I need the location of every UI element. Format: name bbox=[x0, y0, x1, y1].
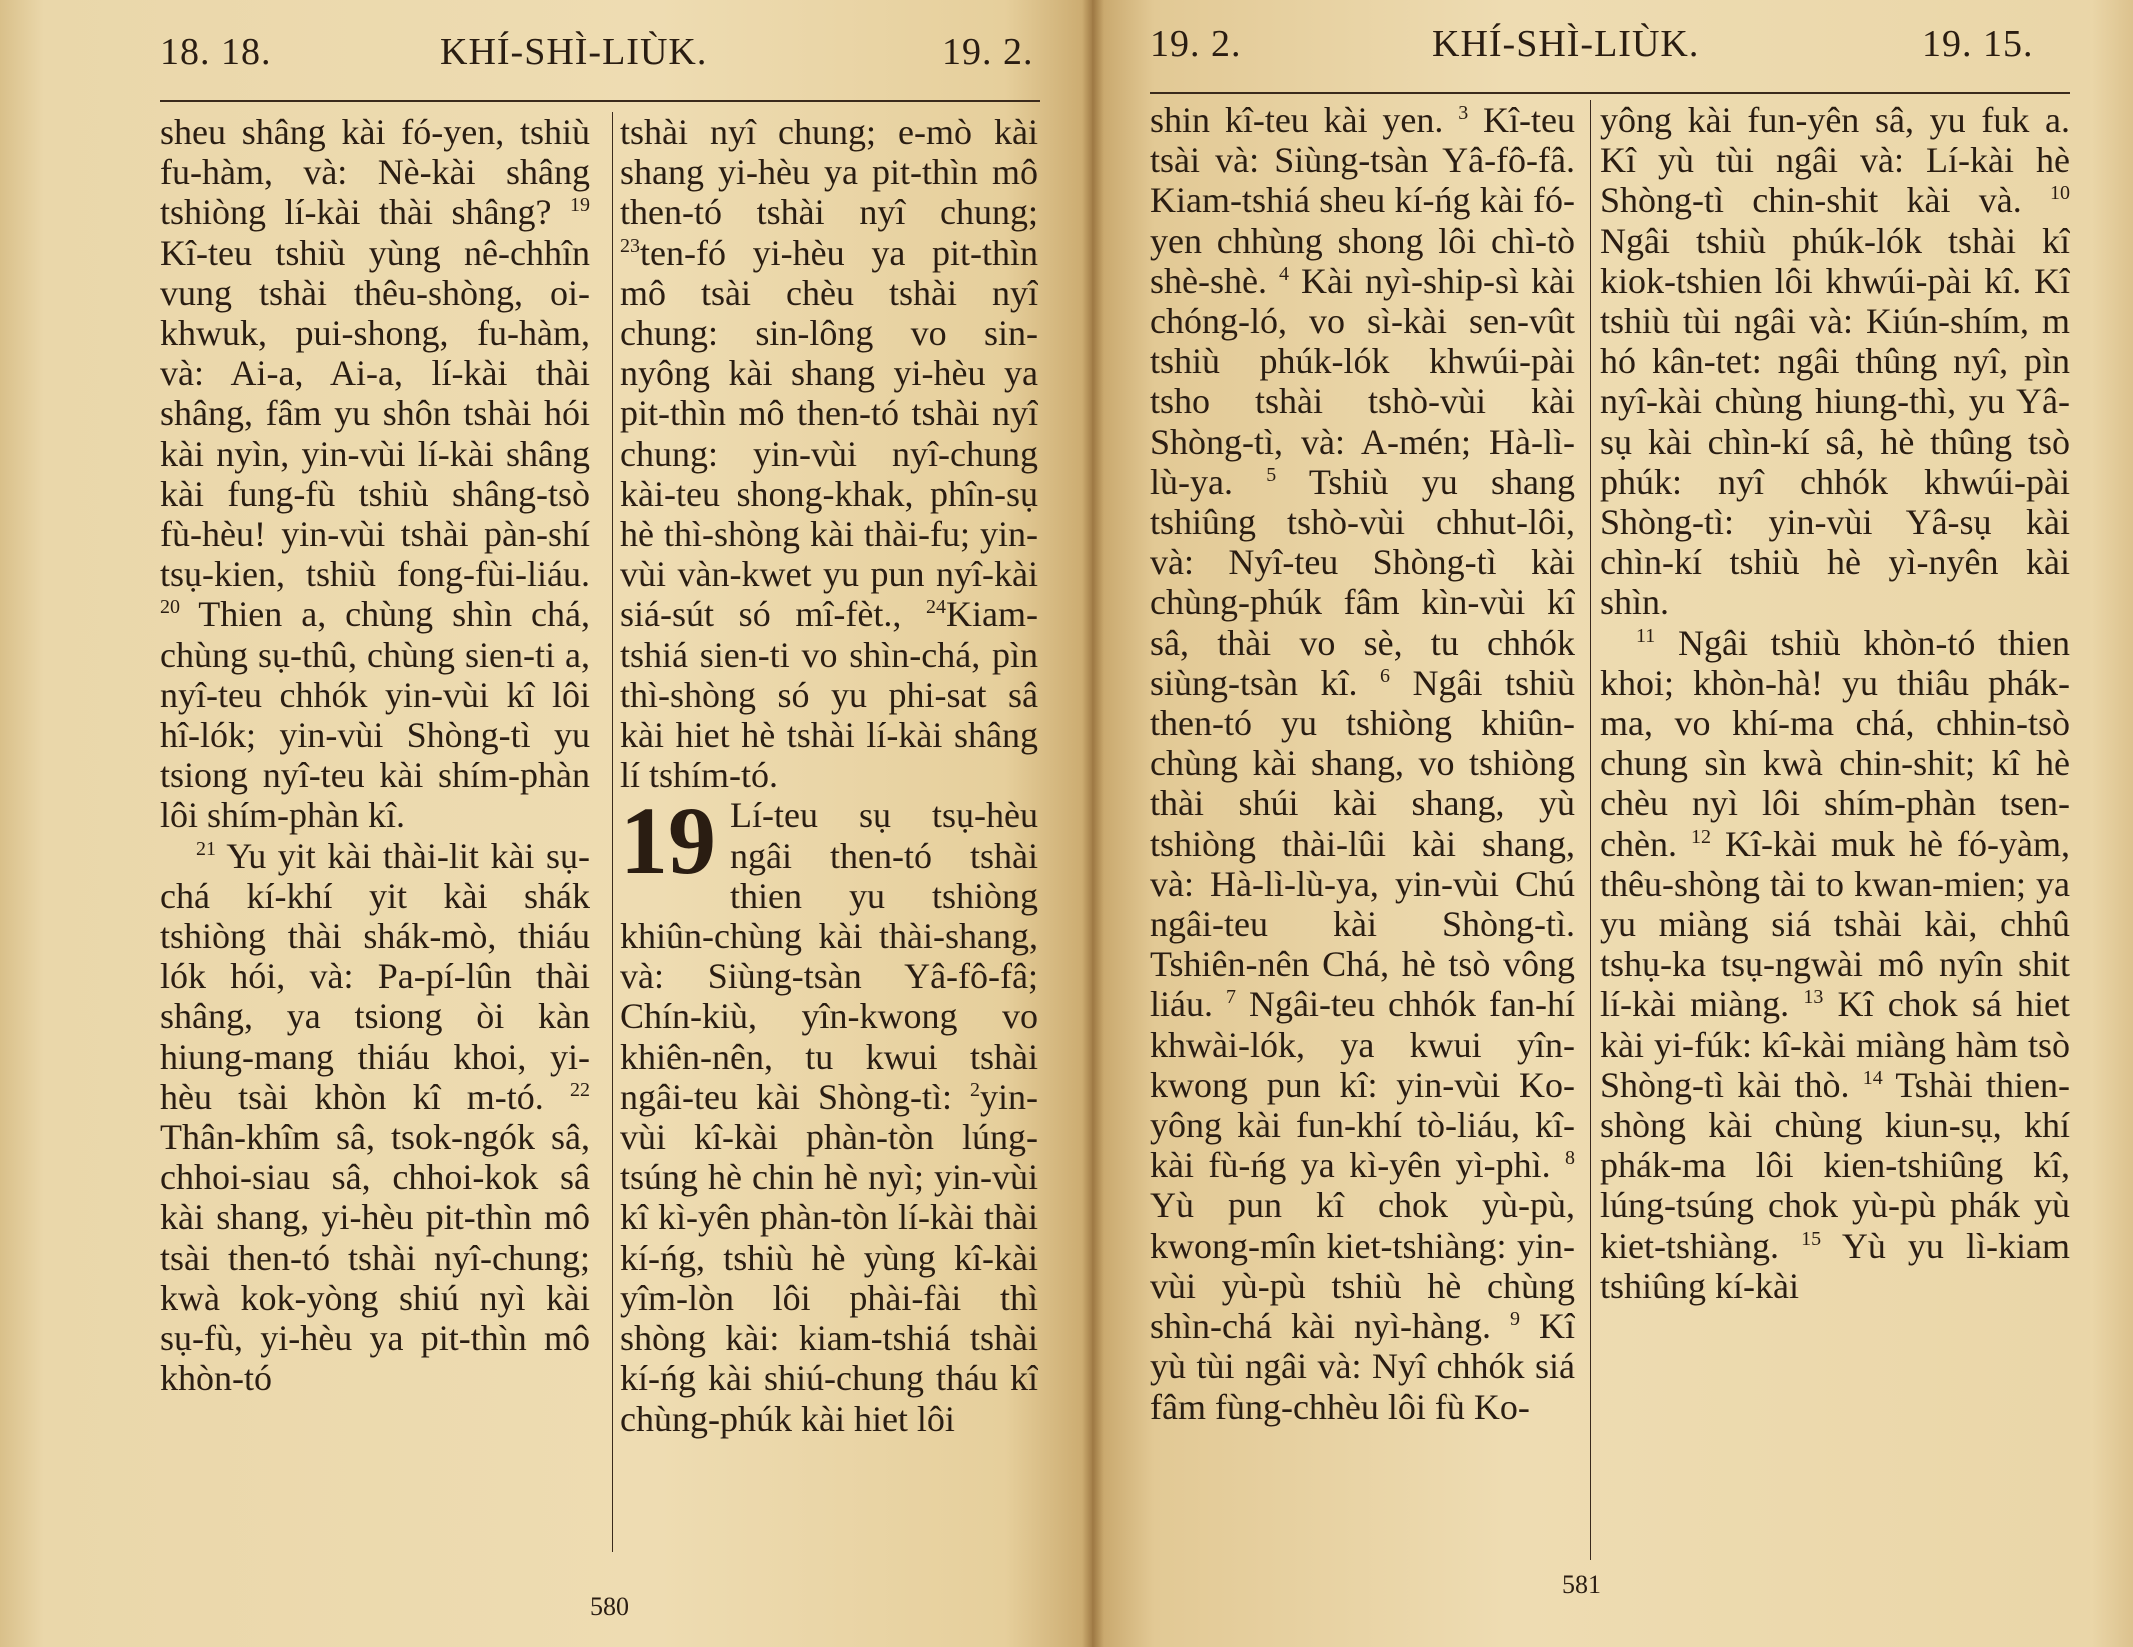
chapter-number: 19 bbox=[620, 787, 716, 895]
verse-text: $^{11}$ Ngâi tshiù khòn-tó thien khoi; khòn-hà! yu thiâu phák-ma, vo khí-ma chá, chhin-tsò chung sìn kwà chin-shit; kî hè chèu nyì lôi shím-phàn tsen-chèn. $^{12}$ Kî-kài muk hè fó-yàm, thêu-shòng tài to kwan-mien; ya yu miàng siá tshài kài, chhû tshụ-ka tsụ-ngwài mô nyîn shit lí-kài miàng. $^{13}$ Kî chok sá hiet kài yi-fúk: kî-kài miàng hàm tsò Shòng-tì kài thò. $^{14}$ Tshài thien-shòng kài chùng kiun-sụ, khí phák-ma lôi kien-tshiûng kî, lúng-tsúng chok yù-pù phák yù kiet-tshiàng. $^{15}$ Yù yu lì-kiam tshiûng kí-kài bbox=[1600, 622, 2070, 1306]
verse-text: sheu shâng kài fó-yen, tshiù fu-hàm, và: Nè-kài shâng tshiòng lí-kài thài shâng? $^{19}$ Kî-teu tshiù yùng nê-chhîn vung tshài thêu-shòng, oi-khwuk, pui-shong, fu-hàm, và: Ai-a, Ai-a, lí-kài thài shâng, fâm yu shôn tshài hói kài nyìn, yin-vùi lí-kài shâng kài fung-fù tshiù shâng-tsò fù-hèu! yin-vùi tshài pàn-shí tsụ-kien, tshiù fong-fùi-liáu. $^{20}$ Thien a, chùng shìn chá, chùng sụ-thû, chùng sien-ti a, nyî-teu chhók yin-vùi kî lôi hî-lók; yin-vùi Shòng-tì yu tsiong nyî-teu kài shím-phàn lôi shím-phàn kî. bbox=[160, 112, 590, 836]
right-head-rule bbox=[1150, 92, 2070, 94]
left-page-number: 580 bbox=[590, 1592, 629, 1621]
right-column-2 bbox=[1600, 100, 2070, 1540]
verse-text: $^{21}$ Yu yit kài thài-lit kài sụ-chá kí-khí yit kài shák tshiòng thài shák-mò, thiáu lók hói, và: Pa-pí-lûn thài shâng, ya tsiong òi kàn hiung-mang thiáu khoi, yi-hèu tsài khòn kî m-tó. $^{22}$ Thân-khîm sâ, tsok-ngók sâ, chhoi-siau sâ, chhoi-kok sâ kài shang, yi-hèu pit-thìn mô tsài then-tó tshài nyî-chung; kwà kok-yòng shiú nyì kài sụ-fù, yi-hèu ya pit-thìn mô khòn-tó bbox=[160, 835, 590, 1399]
right-column-separator bbox=[1590, 100, 1591, 1560]
left-column-1 bbox=[160, 112, 590, 1552]
verse-text: shin kî-teu kài yen. $^3$ Kî-teu tsài và: Siùng-tsàn Yâ-fô-fâ. Kiam-tshiá sheu kí-ńg kài fó-yen chhùng shong lôi chì-tò shè-shè. $^4$ Kài nyì-ship-sì kài chóng-ló, vo sì-kài sen-vût tshiù phúk-lók khwúi-pài tsho tshài tshò-vùi kài Shòng-tì, và: A-mén; Hà-lì-lù-ya. $^5$ Tshiù yu shang tshiûng tshò-vùi chhut-lôi, và: Nyî-teu Shòng-tì kài chùng-phúk fâm kìn-vùi kî sâ, thài vo sè, tu chhók siùng-tsàn kî. $^6$ Ngâi tshiù then-tó yu tshiòng khiûn-chùng kài shang, vo tshiòng thài shúi kài shang, yù tshiòng thài-lûi kài shang, và: Hà-lì-lù-ya, yin-vùi Chú ngâi-teu kài Shòng-tì. Tshiên-nên Chá, hè tsò vông liáu. $^7$ Ngâi-teu chhók fan-hí khwài-lók, ya kwui yîn-kwong pun kî: yin-vùi Ko-yông kài fun-khí tò-liáu, kî-kài fù-ńg ya kì-yên yì-phì. $^8$ Yù pun kî chok yù-pù, kwong-mîn kiet-tshiàng: yin-vùi yù-pù tshiù hè chùng shìn-chá kài nyì-hàng. $^9$ Kî yù tùi ngâi và: Nyî chhók siá fâm fùng-chhèu lôi fù Ko- bbox=[1150, 100, 1575, 1427]
book-gutter bbox=[1082, 0, 1104, 1647]
left-column-separator bbox=[612, 112, 613, 1552]
right-head-title: KHÍ-SHÌ-LIÙK. bbox=[1432, 23, 1700, 65]
chapter-start: 19 Lí-teu sụ tsụ-hèu ngâi then-tó tshài thien yu tshiòng khiûn-chùng kài thài-shang, và: Siùng-tsàn Yâ-fô-fâ; Chín-kiù, yîn-kwong vo khiên-nên, tu kwui tshài ngâi-teu kài Shòng-tì: $^2$yin-vùi kî-kài phàn-tòn lúng-tsúng hè chin hè nyì; yin-vùi kî kì-yên phàn-tòn lí-kài thài kí-ńg, tshiù hè yùng kî-kài yîm-lòn lôi phài-fài thì shòng kài: kiam-tshiá tshài kí-ńg kài shiú-chung tháu kî chùng-phúk kài hiet lôi bbox=[620, 787, 1038, 1439]
left-column-2 bbox=[620, 112, 1038, 1552]
right-page-number: 581 bbox=[1562, 1570, 1601, 1599]
verse-text: yông kài fun-yên sâ, yu fuk a. Kî yù tùi ngâi và: Lí-kài hè Shòng-tì chin-shit kài và. $^{10}$ Ngâi tshiù phúk-lók tshài kî kiok-tshien lôi khwúi-pài kî. Kî tshiù tùi ngâi và: Kiún-shím, m hó kân-tet: ngâi thûng nyî, pìn nyî-kài chùng hiung-thì, yu Yâ-sụ kài chìn-kí sâ, hè thûng tsò phúk: nyî chhók khwúi-pài Shòng-tì: yin-vùi Yâ-sụ kài chìn-kí tshiù hè yì-nyên kài shìn. bbox=[1600, 100, 2070, 623]
verse-text: tshài nyî chung; e-mò kài shang yi-hèu ya pit-thìn mô then-tó tshài nyî chung; $^{23}$ten-fó yi-hèu ya pit-thìn mô tsài chèu tshài nyî chung: sin-lông vo sin-nyông kài shang yi-hèu ya pit-thìn mô then-tó tshài nyî chung: yin-vùi nyî-chung kài-teu shong-khak, phîn-sụ hè thì-shòng kài thài-fu; yin-vùi vàn-kwet yu pun nyî-kài siá-sút só mî-fèt., $^{24}$Kiam-tshiá sien-ti vo shìn-chá, pìn thì-shòng só yu phi-sat sâ kài hiet hè tshài lí-kài shâng lí tshím-tó. bbox=[620, 112, 1038, 796]
left-head-ref-end: 19. 2. bbox=[942, 31, 1034, 73]
right-column-1 bbox=[1150, 100, 1575, 1540]
left-head-ref-start: 18. 18. bbox=[160, 31, 272, 73]
right-page bbox=[1092, 0, 2133, 1647]
left-head-title: KHÍ-SHÌ-LIÙK. bbox=[440, 31, 708, 73]
right-head-ref-end: 19. 15. bbox=[1922, 23, 2034, 65]
left-head-rule bbox=[160, 100, 1040, 102]
right-head-ref-start: 19. 2. bbox=[1150, 23, 1242, 65]
